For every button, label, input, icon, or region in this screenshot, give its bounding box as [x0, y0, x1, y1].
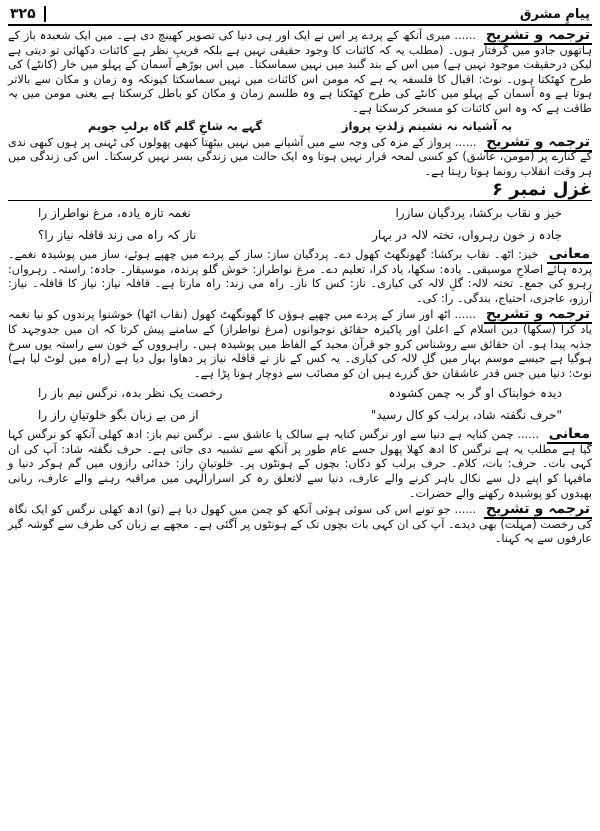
section-label: ترجمہ و تشریح: [485, 27, 591, 43]
couplet: [38, 203, 562, 223]
couplet-hemistich: دیدہ خوابناک او گر بہ چمن کشودہ: [388, 386, 562, 401]
page-number: ۳۲۵: [10, 6, 46, 22]
section-label: ترجمہ و تشریح: [485, 501, 590, 518]
paragraph-text: خیز: اٹھ۔ نقاب برکشا: گھونگھٹ کھول دے۔ پردگیان ساز: ساز کے پردے میں چھپے ہوئے، ساز میں پوشیدہ نغمے۔ پردہ ہائے اصلاحِ موسیقی۔ یادہ: سکھا، یاد کرا، تعلیم دے۔ مرغ نواطراز: خوش گلو پرندہ، موسیقار۔ جادہ: راستہ۔ رہرواں: رہرو کی جمع۔ تختہ لالہ: گلِ لالہ کی کیاری۔ ناز: کس کا ناز۔ راہ می زند: راہ مارتا ہے۔ قافلہ نیاز: نیاز کا قافلہ۔ نیاز: آرزو، عاجزی، احتیاج، بندگی۔ را: کی۔: [8, 247, 592, 305]
couplet-hemistich: ناز کہ راہ می زند قافلہ نیاز را؟: [38, 227, 197, 242]
couplet-hemistich: رخصت یک نظر بدہ، نرگس نیم باز را: [38, 386, 223, 401]
paragraph-text: ...... چمن کنایہ ہے دنیا سے اور نرگس کنایہ ہے سالک یا عاشق سے۔ نرگس نیم باز: ادھ کھلی آنکھ کو نرگس کہا گیا ہے مطلب یہ ہے نرگس کا ادھ کھلا پھول جسے عام طور پر آنکھ سے تشبیہ دی جاتی ہے۔ حرف نگفتہ شاد: آپ کی ان کہی بات۔ حرف: بات، کلام۔ حرف برلب کو دکاں: بچوں کے ہونٹوں پر۔ خلوتیانِ راز: خدائی رازوں میں گم ہوکر دنیا و مافیہا کو اپنے دل سے نکال باہر کرنے والے عارف، دنیا سے لاتعلق رہ کر اسرارالٰہی میں مراقبہ رہنے والے عارف، ربانی بھیدوں کو پوشیدہ رکھنے والے حضرات۔: [8, 428, 592, 500]
verse-hemistich: گہے بہ شاخِ گلم گاہ برلبِ جویم: [87, 118, 263, 133]
section-label: معانی: [548, 245, 590, 262]
paragraph-1: [8, 28, 592, 117]
ghazal-heading: غزل نمبر ۶: [8, 183, 592, 201]
couplet: [38, 405, 562, 425]
book-title: پیامِ مشرق: [519, 6, 590, 22]
paragraph-4: [8, 307, 592, 381]
section-label: معانی: [548, 426, 591, 443]
paragraph-2: [8, 135, 592, 180]
page-header: [8, 4, 592, 26]
paragraph-5: [8, 427, 592, 501]
couplet-hemistich: نغمہ تازہ یادہ، مرغ نواطراز را: [38, 205, 191, 220]
paragraph-3: [8, 247, 592, 306]
paragraph-text: ...... اٹھ اور ساز کے پردے میں چھپے ہوؤں کا گھونگھٹ کھول (نقاب اٹھا) خوشنوا پرندوں کو نیا نغمہ یاد کرا (سکھا) دین اسلام کے اعلیٰ اور پاکیزہ حقائق نوجوانوں (مرغ نواطراز) کے سامنے پیش کرتا کہ ان میں جدوجہد کا جذبہ پیدا ہو۔ ان حقائق سے روشناس کرو جو قرآن مجید کے الفاظ میں پوشیدہ ہیں۔ راہرووں کے خون سے راستہ یوں سرخ ہوگیا ہے جیسے موسم بہار میں گلِ لالہ کی کیاری۔ یہ کس کے ناز نے قافلہ نیاز پر دھاوا بول دیا ہے (راہ میں لوٹ لیا ہے) نوٹ: دنیا میں جس قدر عاشقان حق گزرے ہیں ان کو مصائب سے دوچار ہونا پڑا ہے۔: [8, 308, 592, 380]
paragraph-text: ...... جو تونے اس کی سوئی ہوئی آنکھ کو چمن میں کھول دیا ہے (تو) ادھ کھلی نرگس کو ایک نگاہ کی رخصت (مہلت) بھی دیدے۔ آپ کی ان کہی بات بچوں تک کے ہونٹوں پر آگئی ہے۔ مجھے بے زبان کی طرف سے گوشہ گیر عارفوں سے یہ کہنا۔: [8, 503, 592, 546]
couplet: [38, 383, 562, 403]
content: [8, 28, 592, 547]
verse-hemistich: بہ آشیانہ نہ نشینم زلذتِ پرواز: [341, 118, 513, 133]
couplet-hemistich: از من بے زبان بگو خلوتیانِ راز را: [38, 408, 199, 423]
couplet-hemistich: جادہ ز خون رہرواں، تختہ لالہ در بہار: [372, 227, 562, 242]
couplet-hemistich: "حرف نگفتہ شاد، برلب کو کال رسید": [370, 408, 562, 423]
paragraph-text: ...... پرواز کے مزہ کی وجہ سے میں آشیانے میں نہیں بیٹھتا کبھی پھولوں کی ٹہنی پر ہوں کبھی ندی کے کنارے پر (مومن، عاشق) کو کسی لمحہ قرار نہیں ہوتا وہ ایک حالت میں زندگی بسر نہیں کرسکتا۔ اس کی زندگی میں ہر وقت انقلاب رونما ہوتا رہتا ہے۔: [8, 135, 592, 178]
couplet-hemistich: خیز و نقاب برکشا، پردگیان سازرا: [395, 205, 562, 220]
paragraph-text: ...... میری آنکھ کے پردے پر اس نے ایک اور ہی دنیا کی تصویر کھینچ دی ہے۔ میں ایک شعبدہ باز کے ہاتھوں جادو میں گرفتار ہوں۔ (مطلب یہ کہ کائنات کا وجود حقیقی نہیں ہے بلکہ فریبِ نظر ہے کائنات دکھائی تو دیتی ہے لیکن درحقیقت موجود نہیں ہے) میں اس کے بند گنبد میں نہیں سماسکتا۔ میں اس بوڑھے آسمان کے پہلو میں خار (کانٹے) کی طرح کھٹکتا ہوں۔ نوٹ: اقبال کا فلسفہ یہ ہے کہ مومن اس کائنات میں نہیں سماسکتا کیونکہ وہ زمان و مکان سے بالاتر ہوتا ہے وہ آسمان کے پہلو میں کانٹے کی طرح کھٹکتا ہے وہ طلسم زمان و مکان کو باطل کرسکتا ہے یعنی مومن میں یہ طاقت ہے کہ وہ اس کائنات کو مسخر کرسکتا ہے۔: [8, 29, 592, 115]
couplet: [38, 225, 562, 245]
section-label: ترجمہ و تشریح: [485, 306, 591, 323]
verse-line: [48, 118, 552, 134]
paragraph-6: [8, 502, 592, 547]
section-label: ترجمہ و تشریح: [486, 133, 590, 150]
